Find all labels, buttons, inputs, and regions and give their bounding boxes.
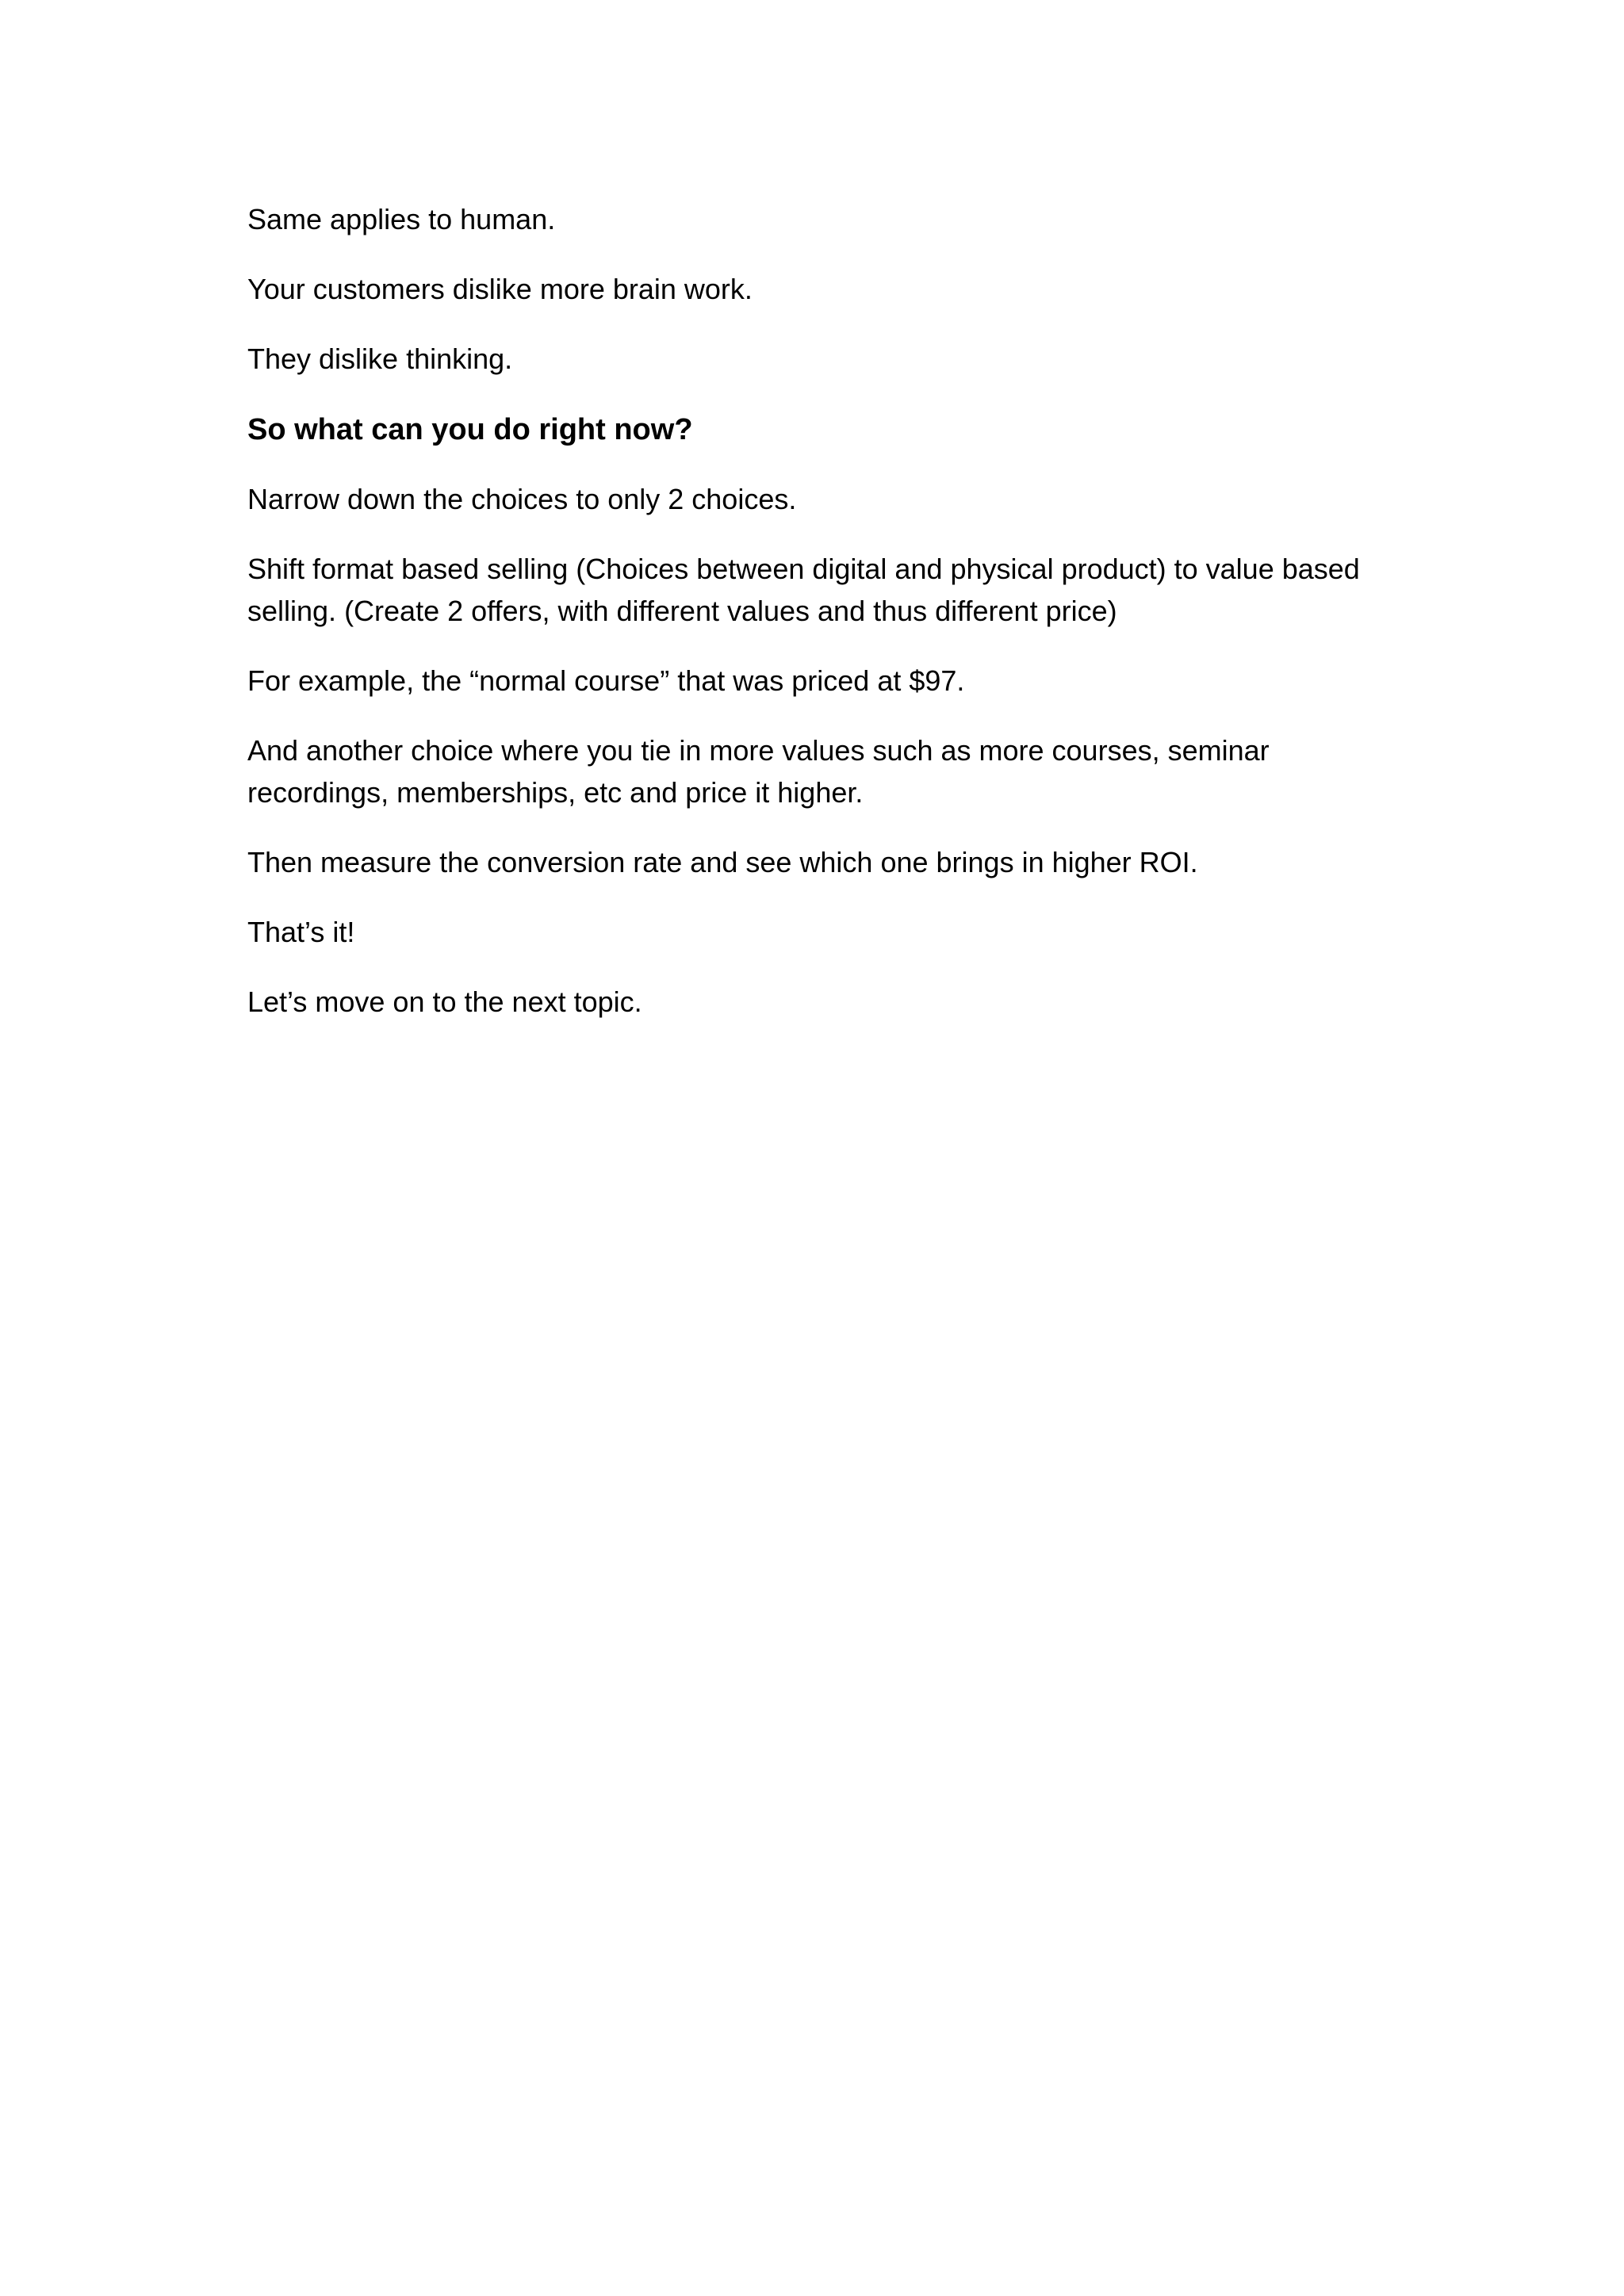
- paragraph-example-course: For example, the “normal course” that was priced at $97.: [247, 664, 965, 697]
- paragraph-next-topic: Let’s move on to the next topic.: [247, 985, 642, 1018]
- paragraph-another-choice: And another choice where you tie in more values such as more courses, seminar recordings, memberships, etc and price it higher.: [247, 734, 1270, 809]
- paragraph-same-applies: Same applies to human.: [247, 203, 556, 235]
- document-body: [247, 198, 1389, 1050]
- paragraph-shift-format: Shift format based selling (Choices between digital and physical product) to value based selling. (Create 2 offers, with different values and thus different price): [247, 553, 1360, 627]
- section-heading: So what can you do right now?: [247, 413, 693, 446]
- paragraph-measure-conversion: Then measure the conversion rate and see which one brings in higher ROI.: [247, 846, 1198, 878]
- paragraph-customers-dislike: Your customers dislike more brain work.: [247, 273, 753, 305]
- paragraph-thats-it: That’s it!: [247, 916, 355, 948]
- paragraph-narrow-choices: Narrow down the choices to only 2 choices.: [247, 483, 797, 515]
- paragraph-dislike-thinking: They dislike thinking.: [247, 342, 513, 375]
